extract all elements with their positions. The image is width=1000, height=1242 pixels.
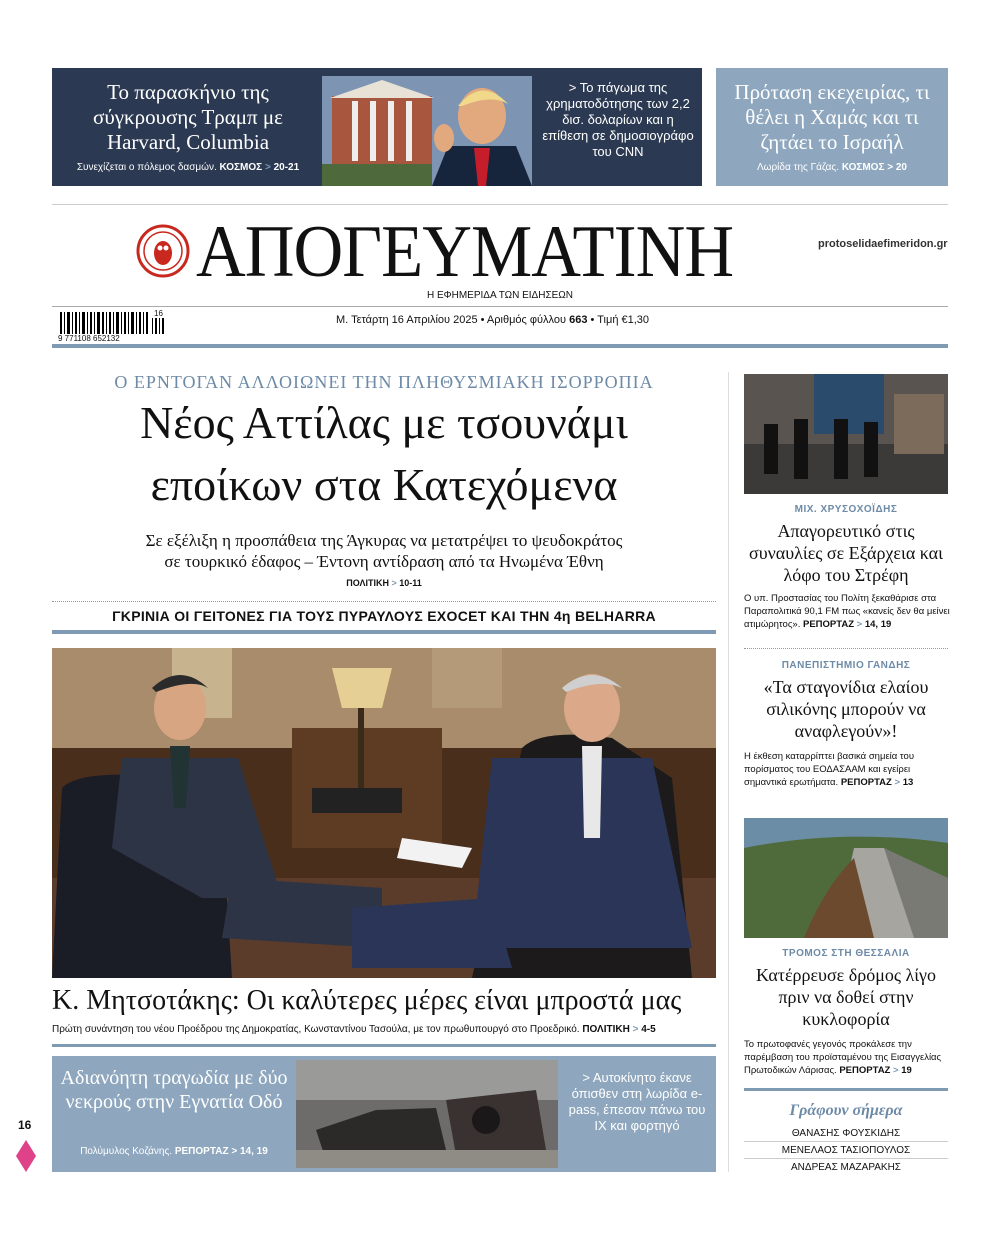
lead-deck-line1: Σε εξέλιξη η προσπάθεια της Άγκυρας να μετατρέψει το ψευδοκράτος — [145, 531, 623, 550]
masthead-subtitle: Η ΕΦΗΜΕΡΙΔΑ ΤΩΝ ΕΙΔΗΣΕΩΝ — [426, 290, 573, 301]
sidebar-rule-3 — [744, 1088, 948, 1091]
sidebar-story3-body: Το πρωτοφανές γεγονός προκάλεσε την παρέμβαση του προϊσταμένου της Εισαγγελίας Πρωτοδικών Λάρισας. ΡΕΠΟΡΤΑΖ > 19 — [744, 1039, 942, 1076]
trump-harvard-photo — [322, 76, 532, 186]
lead-deck-line2: σε τουρκικό έδαφος – Έντονη αντίδραση από τα Ηνωμένα Έθνη — [164, 552, 604, 571]
logo-emblem — [136, 224, 190, 278]
barcode-number: 9 771108 652132 — [58, 334, 120, 343]
writers-title: Γράφουν σήμερα — [789, 1102, 903, 1119]
top-left-note: Συνεχίζεται ο πόλεμος δασμών. ΚΟΣΜΟΣ > 20-21 — [76, 162, 300, 173]
top-left-headline: Το παρασκήνιο της σύγκρουσης Τραμπ με Harvard, Columbia — [93, 80, 283, 154]
photo-caption: Πρώτη συνάντηση του νέου Προέδρου της Δημοκρατίας, Κωνσταντίνου Τασούλα, με τον πρωθυπουργό στο Προεδρικό. ΠΟΛΙΤΙΚΗ > 4-5 — [52, 1024, 656, 1035]
masthead-title: ΑΠΟΓΕΥΜΑΤΙΝΗ — [196, 211, 734, 293]
sidebar-story2-body: Η έκθεση καταρρίπτει βασικά σημεία του πορίσματος του ΕΟΔΑΣΑΑΜ και εγείρει σημαντικά ερωτήματα. ΡΕΠΟΡΤΑΖ > 13 — [744, 751, 915, 788]
sidebar-story3-kicker: ΤΡΟΜΟΣ ΣΤΗ ΘΕΣΣΑΛΙΑ — [782, 948, 910, 959]
sidebar-story2-kicker: ΠΑΝΕΠΙΣΤΗΜΙΟ ΓΑΝΔΗΣ — [781, 660, 911, 671]
sidebar-story2-headline[interactable]: «Τα σταγονίδια ελαίου σιλικόνης μπορούν να αναφλεγούν»! — [763, 677, 929, 741]
dateline: Μ. Τετάρτη 16 Απριλίου 2025 • Αριθμός φύλλου 663 • Τιμή €1,30 — [336, 314, 650, 326]
lead-strap: ΓΚΡΙΝΙΑ ΟΙ ΓΕΙΤΟΝΕΣ ΓΙΑ ΤΟΥΣ ΠΥΡΑΥΛΟΥΣ EXOCET ΚΑΙ ΤΗΝ 4η BELHARRA — [112, 608, 656, 624]
sidebar-story1-kicker: ΜΙΧ. ΧΡΥΣΟΧΟΪΔΗΣ — [794, 504, 898, 515]
writer-2: ΜΕΝΕΛΑΟΣ ΤΑΣΙΟΠΟΥΛΟΣ — [744, 1145, 948, 1159]
sidebar-rule-1 — [744, 648, 948, 649]
crash-photo — [296, 1060, 558, 1168]
page-marker-icon — [16, 1140, 36, 1177]
barcode-issue: 16 — [154, 309, 163, 318]
masthead-top-rule — [52, 204, 948, 205]
bottom-banner-note: Πολύμυλος Κοζάνης. ΡΕΠΟΡΤΑΖ > 14, 19 — [80, 1146, 268, 1157]
bottom-banner-headline: Αδιανόητη τραγωδία με δύο νεκρούς στην Εγνατία Οδό — [60, 1067, 288, 1113]
lead-headline-line2[interactable]: εποίκων στα Κατεχόμενα — [150, 459, 618, 510]
top-right-headline: Πρόταση εκεχειρίας, τι θέλει η Χαμάς και τι ζητάει το Ισραήλ — [734, 80, 930, 154]
lead-headline-line1[interactable]: Νέος Αττίλας με τσουνάμι — [140, 397, 628, 448]
barcode — [58, 309, 178, 343]
watermark: protoselidaefimeridon.gr — [818, 238, 948, 250]
lead-kicker: Ο ΕΡΝΤΟΓΑΝ ΑΛΛΟΙΩΝΕΙ ΤΗΝ ΠΛΗΘΥΣΜΙΑΚΗ ΙΣΟΡΡΟΠΙΑ — [114, 372, 654, 392]
sidebar-story1-headline[interactable]: Απαγορευτικό στις συναυλίες σε Εξάρχεια και λόφο του Στρέφη — [749, 521, 943, 585]
sidebar-story1-body: Ο υπ. Προστασίας του Πολίτη ξεκαθάρισε στα Παραπολιτικά 90,1 FM πως «κανείς δεν θα μείνει ατιμώρητος». ΡΕΠΟΡΤΑΖ > 14, 19 — [744, 593, 950, 630]
sidebar-divider — [728, 372, 729, 1172]
page-number: 16 — [18, 1118, 32, 1132]
top-left-side-text: > Το πάγωμα της χρηματοδότησης των 2,2 δισ. δολαρίων και η επίθεση σε δημοσιογράφο του CNN — [542, 80, 694, 159]
main-photo — [52, 648, 716, 978]
dateline-rule — [52, 344, 948, 348]
writer-3: ΑΝΔΡΕΑΣ ΜΑΖΑΡΑΚΗΣ — [791, 1162, 901, 1173]
caption-rule — [52, 1044, 716, 1047]
writer-1: ΘΑΝΑΣΗΣ ΦΟΥΣΚΙΔΗΣ — [744, 1128, 948, 1142]
sidebar-story3-headline[interactable]: Κατέρρευσε δρόμος λίγο πριν να δοθεί στην κυκλοφορία — [755, 965, 937, 1029]
top-right-note: Λωρίδα της Γάζας. ΚΟΣΜΟΣ > 20 — [756, 162, 907, 173]
bottom-banner-side-text: > Αυτοκίνητο έκανε όπισθεν στη λωρίδα e-pass, έπεσαν πάνω του ΙΧ και φορτηγό — [568, 1070, 706, 1133]
strap-bottom-rule — [52, 630, 716, 634]
sidebar-photo-3 — [744, 818, 948, 938]
top-left-ref: ΚΟΣΜΟΣ > 20-21 — [219, 162, 300, 173]
top-right-banner[interactable] — [716, 68, 948, 186]
masthead-rule — [52, 306, 948, 307]
lead-ref: ΠΟΛΙΤΙΚΗ > 10-11 — [346, 578, 422, 588]
sidebar-photo-1 — [744, 374, 948, 494]
top-left-banner[interactable] — [52, 68, 702, 186]
bottom-banner[interactable] — [52, 1056, 716, 1172]
strap-top-rule — [52, 601, 716, 602]
photo-headline[interactable]: Κ. Μητσοτάκης: Οι καλύτερες μέρες είναι μπροστά μας — [52, 985, 682, 1016]
